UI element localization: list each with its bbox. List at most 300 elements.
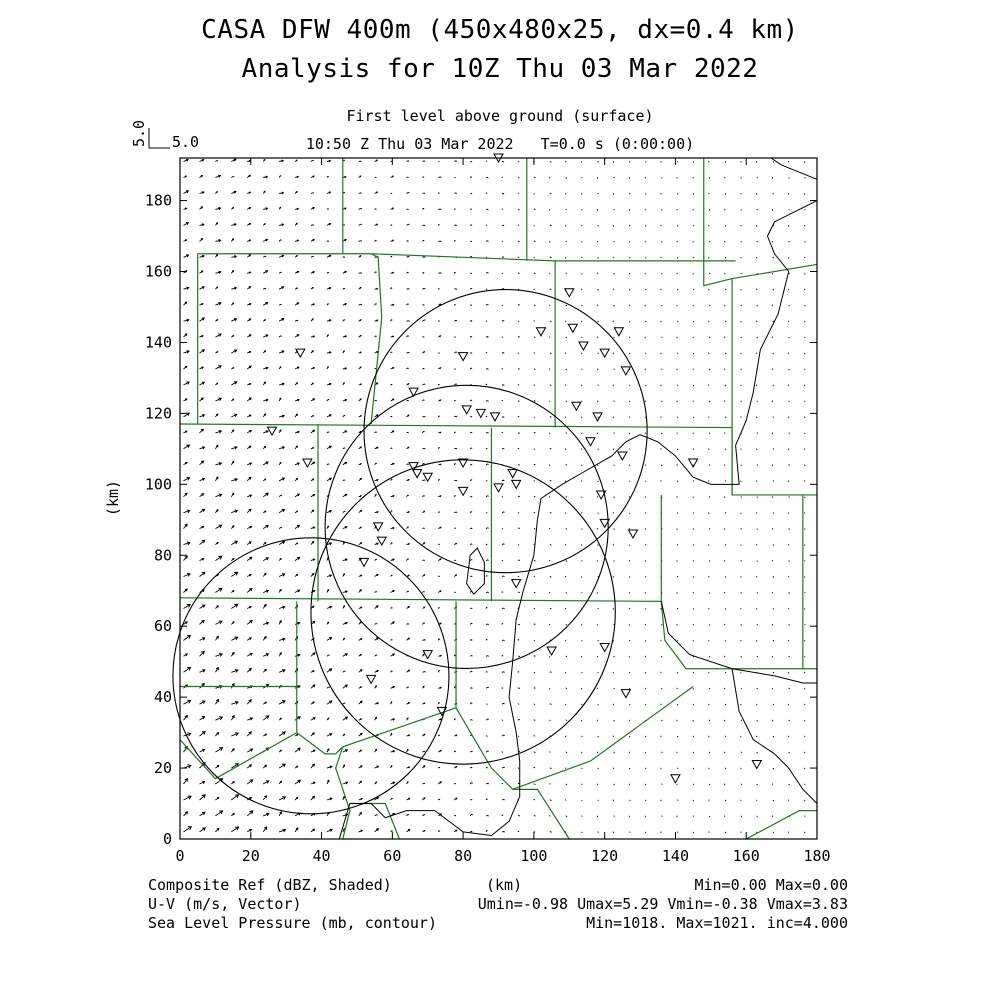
wind-vector: [200, 382, 205, 385]
wind-vector: [470, 640, 472, 641]
wind-vector: [756, 544, 757, 545]
wind-vector: [407, 512, 410, 513]
wind-vector: [375, 703, 379, 705]
wind-vector: [231, 782, 234, 784]
wind-vector: [184, 556, 188, 560]
wind-vector: [661, 688, 662, 689]
wind-vector: [184, 700, 191, 704]
wind-vector: [549, 209, 550, 210]
wind-vector: [534, 640, 535, 641]
wind-vector: [693, 162, 694, 163]
wind-vector: [343, 671, 346, 672]
wind-vector: [422, 288, 425, 289]
wind-vector: [549, 305, 550, 306]
wind-vector: [756, 609, 757, 610]
wind-vector: [311, 542, 314, 545]
wind-vector: [724, 497, 725, 498]
wind-vector: [184, 524, 188, 528]
wind-vector: [407, 384, 409, 385]
wind-vector: [327, 510, 331, 512]
wind-vector: [470, 225, 472, 226]
wind-vector: [263, 303, 268, 306]
wind-vector: [486, 496, 488, 497]
wind-vector: [263, 367, 268, 369]
wind-vector: [184, 366, 187, 369]
wind-vector: [486, 687, 488, 688]
wind-vector: [279, 750, 281, 752]
wind-vector: [550, 768, 552, 769]
wind-vector: [454, 384, 457, 385]
wind-vector: [693, 768, 694, 769]
wind-vector: [470, 559, 472, 560]
wind-vector: [231, 271, 233, 274]
wind-vector: [804, 257, 805, 258]
wind-vector: [311, 256, 314, 257]
wind-vector: [438, 177, 441, 178]
wind-vector: [677, 593, 678, 594]
wind-vector: [231, 399, 233, 401]
wind-vector: [629, 353, 630, 354]
wind-vector: [597, 624, 598, 625]
wind-vector: [724, 305, 725, 306]
wind-vector: [295, 734, 298, 736]
wind-vector: [295, 208, 298, 210]
wind-vector: [629, 225, 630, 226]
wind-vector: [215, 748, 222, 753]
wind-vector: [263, 239, 267, 241]
wind-vector: [757, 177, 758, 178]
wind-vector: [422, 751, 425, 752]
wind-vector: [247, 765, 251, 768]
wind-vector: [184, 223, 189, 226]
wind-vector: [311, 448, 314, 449]
wind-vector: [788, 481, 789, 482]
legend-field3-stats: Min=1018. Max=1021. inc=4.000: [586, 914, 848, 932]
wind-vector: [725, 449, 726, 450]
wind-vector: [677, 816, 678, 817]
wind-vector: [422, 320, 425, 322]
wind-vector: [534, 592, 535, 593]
wind-vector: [805, 433, 806, 434]
wind-vector: [549, 241, 550, 242]
wind-vector: [772, 592, 773, 593]
wind-vector: [789, 561, 790, 562]
wind-vector: [200, 415, 205, 417]
wind-vector: [359, 447, 362, 449]
wind-vector: [407, 750, 409, 753]
wind-vector: [438, 209, 441, 210]
wind-vector: [279, 398, 281, 401]
wind-vector: [788, 257, 789, 258]
wind-vector: [438, 193, 439, 194]
wind-vector: [263, 590, 268, 593]
wind-vector: [550, 720, 551, 721]
wind-vector: [231, 414, 237, 417]
wind-vector: [757, 752, 758, 753]
pressure-contour: [339, 158, 817, 839]
wind-vector: [773, 672, 774, 673]
wind-vector: [757, 720, 758, 721]
wind-vector: [661, 656, 662, 657]
wind-vector: [693, 720, 694, 721]
wind-vector: [470, 209, 472, 210]
wind-vector: [709, 624, 710, 625]
x-tick-label: 100: [520, 847, 548, 865]
wind-vector: [534, 464, 535, 465]
wind-vector: [359, 750, 362, 752]
wind-vector: [677, 241, 678, 242]
wind-vector: [231, 239, 233, 242]
wind-vector: [518, 177, 519, 178]
wind-vector: [724, 465, 725, 466]
wind-vector: [470, 512, 472, 513]
wind-vector: [375, 177, 377, 178]
wind-vector: [677, 720, 678, 721]
wind-vector: [661, 800, 662, 801]
wind-vector: [486, 401, 488, 402]
wind-vector: [375, 623, 377, 624]
wind-vector: [534, 225, 535, 226]
wind-vector: [311, 495, 315, 497]
wind-vector: [295, 494, 299, 497]
wind-vector: [788, 385, 789, 386]
wind-vector: [566, 816, 567, 817]
pressure-contour: [661, 601, 817, 683]
wind-vector: [709, 545, 710, 546]
wind-vector: [757, 337, 758, 338]
wind-vector: [534, 401, 535, 402]
wind-vector: [724, 177, 725, 178]
wind-vector: [438, 607, 440, 608]
y-tick-label: 160: [144, 262, 172, 281]
wind-vector: [359, 464, 361, 465]
wind-vector: [375, 606, 379, 609]
wind-vector: [518, 257, 519, 258]
wind-vector: [772, 241, 773, 242]
wind-vector: [375, 559, 377, 561]
wind-vector: [184, 287, 189, 289]
wind-vector: [756, 481, 757, 482]
wind-vector: [693, 816, 694, 817]
wind-vector: [661, 178, 662, 179]
wind-vector: [470, 241, 472, 242]
wind-vector: [311, 671, 314, 673]
wind-vector: [279, 509, 284, 512]
wind-vector: [788, 513, 789, 514]
wind-vector: [756, 321, 757, 322]
wind-vector: [407, 735, 410, 736]
wind-vector: [566, 752, 567, 753]
county-line: [371, 254, 736, 261]
wind-vector: [614, 816, 615, 817]
wind-vector: [359, 607, 362, 608]
wind-vector: [693, 337, 694, 338]
wind-vector: [772, 273, 773, 274]
wind-vector: [454, 528, 455, 529]
wind-vector: [247, 398, 251, 401]
wind-vector: [613, 704, 614, 705]
wind-vector: [470, 416, 472, 417]
wind-vector: [582, 465, 583, 466]
wind-vector: [581, 289, 582, 290]
wind-vector: [582, 497, 583, 498]
wind-vector: [422, 814, 425, 816]
x-tick-label: 80: [454, 847, 473, 865]
wind-vector: [518, 385, 519, 386]
wind-vector: [502, 528, 503, 529]
wind-vector: [502, 400, 503, 401]
wind-vector: [756, 576, 757, 577]
wind-vector: [470, 464, 472, 465]
wind-vector: [709, 720, 710, 721]
wind-vector: [645, 609, 646, 610]
wind-vector: [534, 736, 535, 737]
wind-vector: [756, 353, 757, 354]
wind-vector: [391, 463, 394, 465]
wind-vector: [534, 305, 535, 306]
wind-vector: [629, 241, 630, 242]
wind-vector: [709, 369, 710, 370]
wind-vector: [311, 383, 313, 385]
wind-vector: [709, 768, 710, 769]
wind-vector: [709, 497, 710, 498]
wind-vector: [788, 289, 789, 290]
wind-vector: [582, 640, 583, 641]
wind-vector: [454, 719, 455, 721]
wind-vector: [311, 510, 314, 513]
wind-vector: [597, 720, 598, 721]
wind-vector: [629, 784, 630, 785]
wind-vector: [534, 576, 535, 577]
wind-vector: [534, 369, 535, 370]
wind-vector: [534, 337, 535, 338]
wind-vector: [677, 305, 678, 306]
wind-vector: [470, 288, 472, 289]
wind-vector: [773, 545, 774, 546]
wind-vector: [582, 832, 583, 833]
wind-vector: [327, 766, 332, 768]
wind-vector: [725, 289, 726, 290]
wind-vector: [231, 526, 234, 529]
wind-vector: [725, 321, 726, 322]
wind-vector: [550, 800, 552, 801]
wind-vector: [518, 513, 519, 514]
wind-vector: [645, 241, 646, 242]
site-marker: [568, 324, 577, 332]
wind-vector: [677, 273, 678, 274]
wind-vector: [502, 560, 503, 561]
wind-vector: [502, 735, 505, 736]
wind-vector: [407, 352, 410, 353]
wind-vector: [757, 656, 758, 657]
wind-vector: [502, 592, 503, 593]
wind-vector: [629, 720, 630, 721]
wind-vector: [247, 542, 251, 545]
wind-vector: [789, 401, 790, 402]
wind-vector: [422, 272, 424, 273]
wind-vector: [438, 687, 441, 688]
wind-vector: [327, 335, 328, 337]
wind-vector: [215, 733, 218, 737]
wind-vector: [200, 638, 205, 641]
wind-vector: [438, 719, 441, 720]
wind-vector: [629, 608, 630, 609]
wind-vector: [200, 651, 205, 656]
wind-vector: [263, 669, 266, 672]
wind-vector: [502, 225, 504, 226]
wind-vector: [247, 830, 251, 832]
wind-vector: [231, 637, 238, 641]
wind-vector: [581, 720, 582, 721]
wind-vector: [693, 624, 694, 625]
wind-vector: [200, 828, 206, 832]
wind-vector: [438, 782, 441, 784]
wind-vector: [804, 609, 805, 610]
wind-vector: [391, 559, 395, 561]
wind-vector: [804, 162, 805, 163]
wind-vector: [486, 704, 487, 705]
wind-vector: [279, 383, 284, 385]
x-tick-label: 20: [241, 847, 260, 865]
wind-vector: [741, 656, 742, 657]
wind-vector: [407, 607, 410, 609]
wind-vector: [724, 241, 725, 242]
wind-vector: [343, 511, 345, 513]
wind-vector: [247, 319, 251, 321]
wind-vector: [693, 513, 694, 514]
site-marker: [459, 487, 468, 495]
wind-vector: [549, 465, 550, 466]
wind-vector: [327, 734, 332, 737]
wind-vector: [565, 353, 566, 354]
wind-vector: [741, 209, 742, 210]
wind-vector: [391, 161, 392, 162]
wind-vector: [502, 417, 504, 418]
wind-vector: [231, 256, 236, 258]
site-marker: [377, 537, 386, 545]
county-line: [704, 158, 817, 286]
wind-vector: [184, 542, 190, 545]
wind-vector: [263, 176, 267, 178]
range-ring: [311, 460, 615, 764]
site-marker: [572, 402, 581, 410]
wind-vector: [534, 784, 535, 785]
wind-vector: [486, 815, 489, 816]
wind-vector: [184, 351, 190, 354]
wind-vector: [677, 513, 678, 514]
wind-vector: [343, 606, 345, 609]
wind-vector: [693, 481, 694, 482]
site-marker: [367, 675, 376, 683]
wind-vector: [518, 768, 519, 769]
wind-vector: [295, 797, 298, 800]
wind-vector: [757, 497, 758, 498]
wind-vector: [470, 767, 472, 768]
wind-vector: [486, 289, 487, 290]
wind-vector: [263, 208, 267, 210]
site-marker: [586, 438, 595, 446]
wind-vector: [629, 178, 630, 179]
wind-vector: [422, 672, 425, 673]
wind-vector: [502, 688, 503, 689]
wind-vector: [502, 815, 503, 816]
wind-vector: [279, 463, 281, 465]
wind-vector: [645, 624, 646, 625]
wind-vector: [279, 240, 281, 242]
x-tick-label: 180: [803, 847, 831, 865]
wind-vector: [518, 433, 520, 434]
wind-vector: [279, 319, 284, 322]
wind-vector: [438, 353, 439, 354]
wind-vector: [724, 337, 725, 338]
wind-vector: [407, 447, 409, 449]
wind-vector: [391, 384, 393, 385]
wind-vector: [295, 525, 299, 528]
wind-vector: [311, 416, 314, 417]
wind-vector: [597, 784, 598, 785]
wind-vector: [677, 688, 678, 689]
wind-vector: [709, 704, 710, 705]
wind-vector: [629, 672, 630, 673]
wind-vector: [804, 417, 805, 418]
wind-vector: [502, 273, 503, 274]
wind-vector: [407, 415, 409, 417]
wind-vector: [502, 767, 505, 768]
wind-vector: [375, 192, 378, 194]
reference-vector-label: 5.0: [172, 133, 200, 151]
wind-vector: [709, 736, 710, 737]
wind-vector: [391, 272, 394, 273]
wind-vector: [677, 321, 678, 322]
wind-vector: [661, 321, 662, 322]
wind-vector: [407, 209, 409, 210]
wind-vector: [772, 337, 773, 338]
wind-vector: [311, 304, 314, 306]
wind-vector: [375, 655, 377, 657]
wind-vector: [804, 736, 805, 737]
wind-vector: [550, 513, 552, 514]
wind-vector: [184, 589, 188, 593]
wind-vector: [629, 417, 630, 418]
wind-vector: [629, 768, 630, 769]
wind-vector: [454, 272, 455, 273]
wind-vector: [375, 447, 378, 449]
wind-vector: [550, 832, 552, 833]
wind-vector: [343, 591, 347, 593]
wind-vector: [677, 529, 678, 530]
wind-vector: [534, 512, 535, 513]
wind-vector: [295, 335, 299, 337]
wind-vector: [550, 672, 552, 673]
wind-vector: [725, 513, 726, 514]
wind-vector: [407, 670, 410, 672]
wind-vector: [756, 417, 757, 418]
wind-vector: [693, 241, 694, 242]
wind-vector: [741, 321, 742, 322]
wind-vector: [215, 525, 221, 529]
wind-vector: [502, 480, 504, 481]
wind-vector: [613, 768, 614, 769]
wind-vector: [708, 385, 709, 386]
wind-vector: [645, 640, 646, 641]
wind-vector: [613, 321, 614, 322]
wind-vector: [773, 449, 774, 450]
wind-vector: [614, 465, 615, 466]
range-ring: [364, 290, 647, 573]
wind-vector: [566, 433, 567, 434]
wind-vector: [279, 829, 285, 832]
wind-vector: [614, 529, 615, 530]
